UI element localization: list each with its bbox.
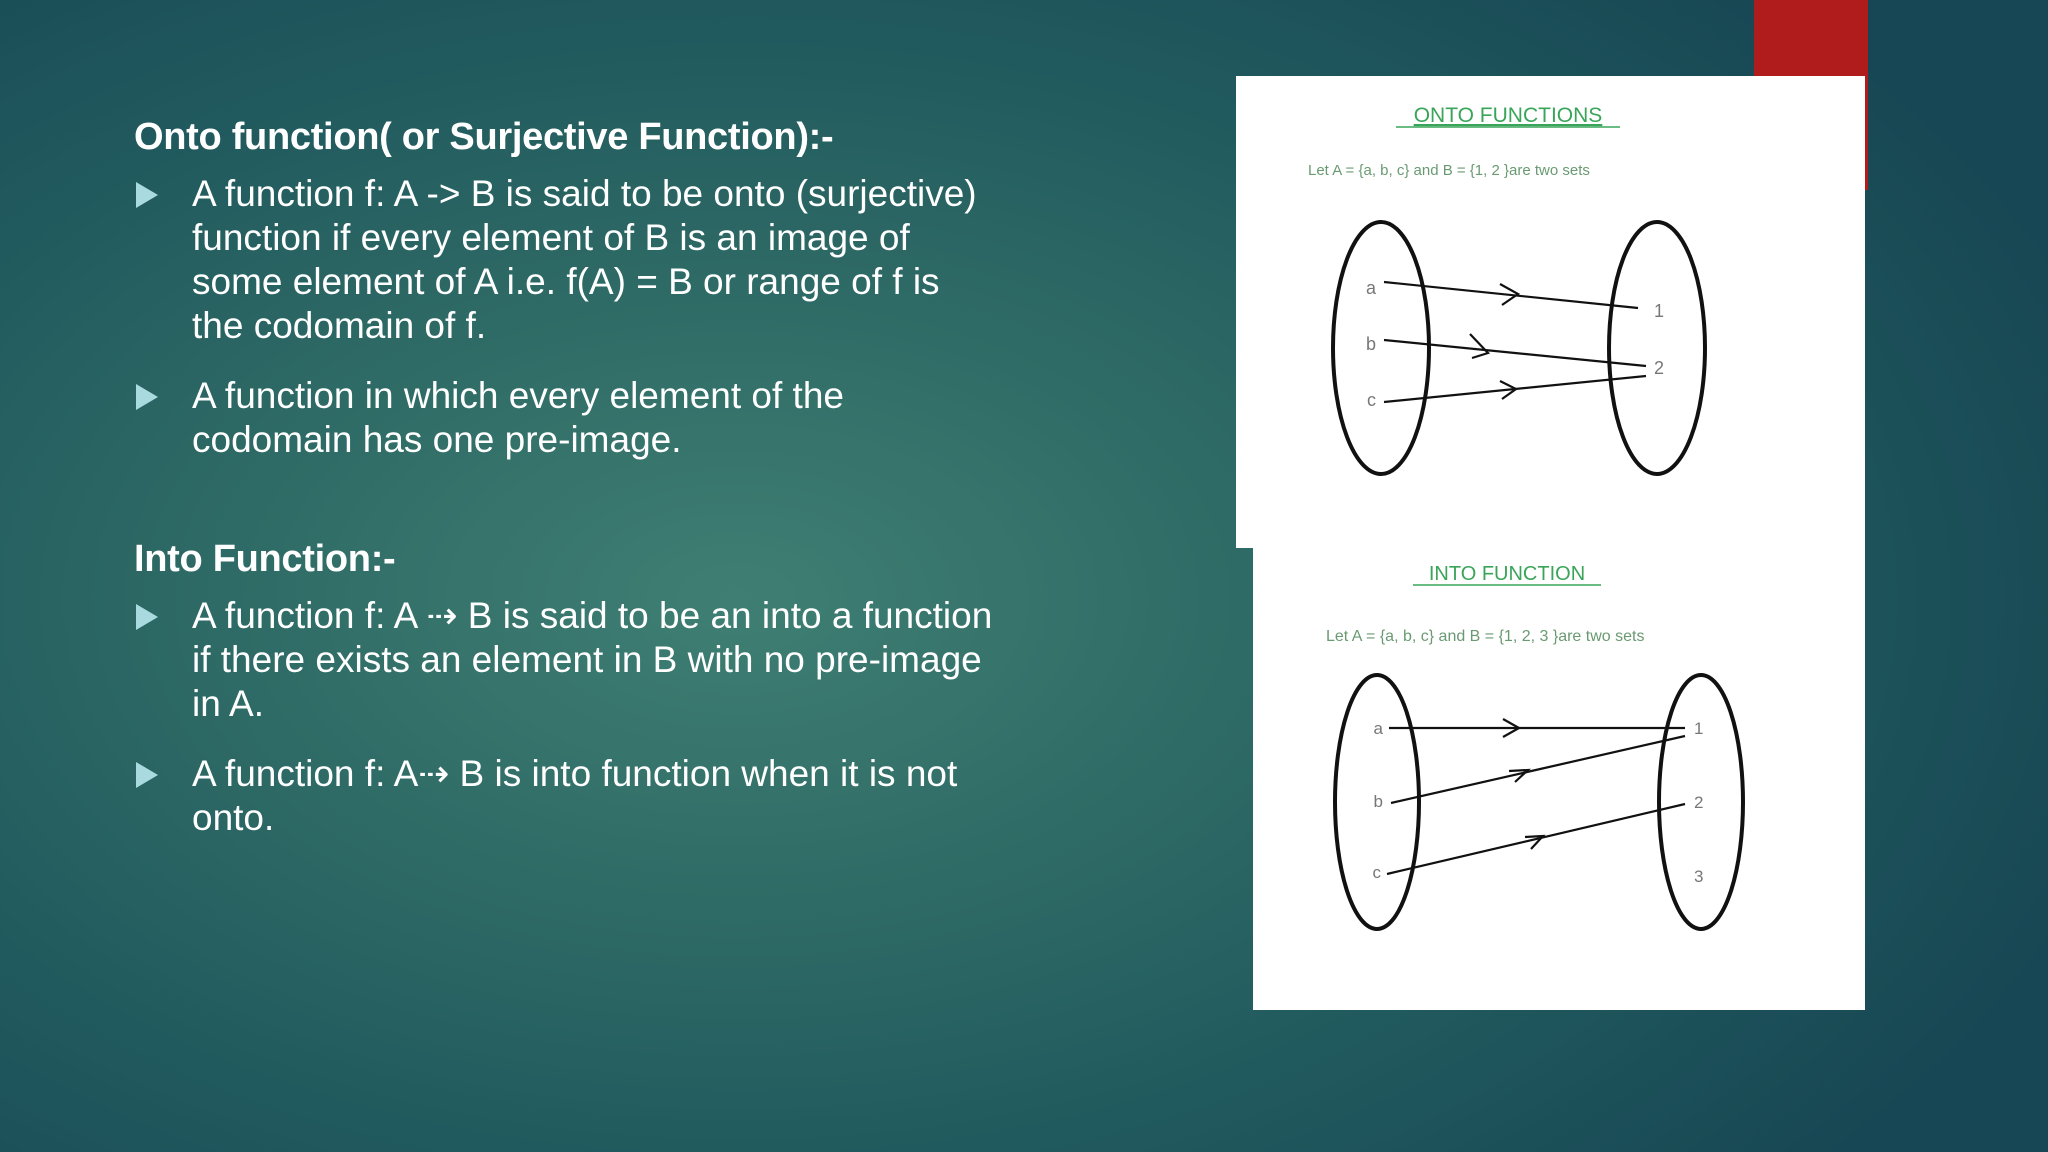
onto-arrow-b-2 — [1384, 340, 1646, 366]
into-bullet-1 — [134, 594, 994, 726]
into-element-1: 1 — [1694, 719, 1704, 738]
onto-element-1: 1 — [1654, 301, 1665, 321]
onto-bullet-2 — [134, 374, 994, 462]
into-diagram — [1253, 548, 1865, 1010]
into-arrow-b-1 — [1391, 736, 1685, 803]
onto-diagram — [1236, 76, 1865, 548]
onto-bullet-text: A function f: A -> B is said to be onto (surjective) function if every element of B is an image of some element of A i.e. f(A) = B or range of f is the codomain of f. — [192, 173, 977, 346]
slide-text — [134, 112, 994, 866]
into-element-b: b — [1373, 792, 1383, 811]
onto-heading: Onto function( or Surjective Function):- — [134, 116, 834, 158]
onto-codomain-set — [1609, 222, 1705, 474]
into-heading: Into Function:- — [134, 538, 396, 580]
into-arrow-c-2 — [1387, 804, 1685, 874]
onto-mapping-arrows — [1384, 282, 1646, 402]
onto-domain-set — [1333, 222, 1429, 474]
onto-diagram-card — [1236, 76, 1865, 548]
into-bullets — [134, 594, 994, 840]
into-arrowhead-c — [1525, 836, 1543, 849]
onto-diagram-caption: Let A = {a, b, c} and B = {1, 2 }are two sets — [1308, 162, 1590, 179]
into-bullet-text: A function f: A ⇢ B is said to be an into a function if there exists an element in B with no pre-image in A. — [192, 595, 993, 724]
onto-element-c: c — [1367, 390, 1376, 410]
onto-bullet-1 — [134, 172, 994, 348]
into-element-a: a — [1373, 719, 1383, 738]
bullet-arrow-icon — [136, 604, 158, 630]
onto-arrowhead-b — [1470, 334, 1488, 358]
into-bullet-text: A function f: A⇢ B is into function when it is not onto. — [192, 753, 958, 838]
into-element-3: 3 — [1694, 867, 1704, 886]
onto-element-b: b — [1365, 334, 1376, 354]
onto-diagram-title: ONTO FUNCTIONS — [1413, 104, 1603, 127]
into-diagram-caption: Let A = {a, b, c} and B = {1, 2, 3 }are two sets — [1326, 628, 1645, 645]
into-element-c: c — [1372, 863, 1381, 882]
onto-element-a: a — [1365, 278, 1376, 298]
onto-bullets — [134, 172, 994, 462]
bullet-arrow-icon — [136, 384, 158, 410]
into-diagram-title: INTO FUNCTION — [1428, 563, 1586, 585]
into-diagram-card — [1253, 548, 1865, 1010]
onto-element-2: 2 — [1654, 358, 1665, 378]
onto-bullet-text: A function in which every element of the codomain has one pre-image. — [192, 375, 844, 460]
into-element-2: 2 — [1694, 793, 1704, 812]
into-mapping-arrows — [1387, 719, 1685, 874]
onto-arrow-a-1 — [1384, 282, 1638, 308]
bullet-arrow-icon — [136, 762, 158, 788]
bullet-arrow-icon — [136, 182, 158, 208]
into-bullet-2 — [134, 752, 994, 840]
